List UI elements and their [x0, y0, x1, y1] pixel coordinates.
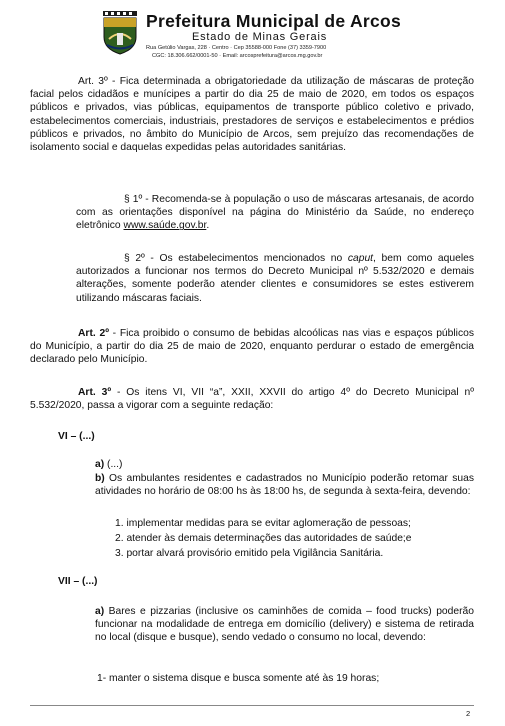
- item-vi-a-key: a): [95, 459, 105, 470]
- article-3-amendment: [30, 386, 474, 412]
- article-2-text: - Fica proibido o consumo de bebidas alcoólicas nas vias e espaços públicos do Município, a partir do dia 25 de maio de 2020, enquanto perdurar o estado de emergência declarado pelo Município.: [30, 328, 474, 366]
- address-line: Rua Getúlio Vargas, 228 · Centro · Cep 35588-000 Fone (37) 3359-7900: [146, 45, 327, 51]
- item-vii-a-text: Bares e pizzarias (inclusive os caminhões de comida – food trucks) poderão funcionar na modalidade de entrega em domicílio (delivery) e sistema de retirada no local (disque e busque), sendo vedado o consumo no local, devendo:: [95, 606, 474, 644]
- list-item: 1. implementar medidas para se evitar aglomeração de pessoas;: [115, 518, 411, 529]
- paragraph-2-text-a: § 2º - Os estabelecimentos mencionados no: [124, 253, 348, 264]
- article-3b-label: Art. 3º: [78, 387, 112, 398]
- item-vii-a: [95, 605, 474, 645]
- paragraph-1-text: § 1º - Recomenda-se à população o uso de máscaras artesanais, de acordo com as orientações disponível na página do Ministério da Saúde, no endereço eletrônico: [76, 194, 474, 232]
- paragraph-1-end: .: [206, 220, 210, 232]
- item-vi-b-text: Os ambulantes residentes e cadastrados no Município poderão retomar suas atividades no horário de 08:00 hs às 18:00 hs, de segunda à sexta-feira, devendo:: [95, 473, 474, 498]
- item-vi-b: [95, 472, 474, 498]
- article-2-label: Art. 2º: [78, 328, 109, 339]
- item-vii-a-key: a): [95, 606, 105, 617]
- state-subtitle: Estado de Minas Gerais: [192, 31, 327, 43]
- paragraph-2-text-b: , bem como aqueles autorizados a funcionar nos termos do Decreto Municipal nº 5.532/2020 e demais alterações, somente poderão atender clientes e consumidores se estes estiverem utilizando máscaras faciais.: [76, 253, 474, 304]
- article-3-text: Art. 3º - Fica determinada a obrigatoriedade da utilização de máscaras de proteção facial pelos cidadãos e munícipes a partir do dia 25 de maio de 2020, em todos os espaços públicos e privados, vias públicas, equipamentos de transporte público coletivo e privado, estabelecimentos comerciais, industriais, prestadores de serviços e estabelecimentos e prédios públicos e privados, no âmbito do Município de Arcos, sem prejuízo das recomendações de isolamento social e daquelas expedidas pelas autoridades sanitárias.: [30, 76, 474, 154]
- list-item: 2. atender às demais determinações das autoridades de saúde;e: [115, 533, 412, 544]
- paragraph-1: [76, 193, 474, 233]
- footer-divider: [30, 705, 474, 706]
- article-3-obligation: [30, 75, 474, 154]
- health-ministry-link[interactable]: www.saúde.gov.br: [123, 220, 207, 232]
- item-vii-label: VII – (...): [58, 576, 98, 587]
- letterhead: [0, 8, 505, 66]
- item-vi-a-text: (...): [104, 459, 123, 470]
- list-item: 1- manter o sistema disque e busca somente até às 19 horas;: [97, 673, 380, 684]
- paragraph-2: [76, 252, 474, 305]
- municipality-title: Prefeitura Municipal de Arcos: [146, 11, 402, 31]
- item-vi-b-key: b): [95, 473, 105, 484]
- item-vi-a: [95, 458, 474, 471]
- page-number: 2: [466, 709, 471, 718]
- paragraph-2-caput: caput: [347, 253, 374, 264]
- article-2: [30, 327, 474, 367]
- cnpj-email-line: CGC: 18.306.662/0001-50 · Email: arcosprefeitura@arcos.mg.gov.br: [152, 53, 323, 59]
- article-3b-text: - Os itens VI, VII “a”, XXII, XXVII do artigo 4º do Decreto Municipal nº 5.532/2020, passa a vigorar com a seguinte redação:: [30, 387, 474, 412]
- item-vi-label: VI – (...): [58, 431, 95, 442]
- list-item: 3. portar alvará provisório emitido pela Vigilância Sanitária.: [115, 548, 384, 559]
- municipal-crest-icon: [101, 11, 139, 55]
